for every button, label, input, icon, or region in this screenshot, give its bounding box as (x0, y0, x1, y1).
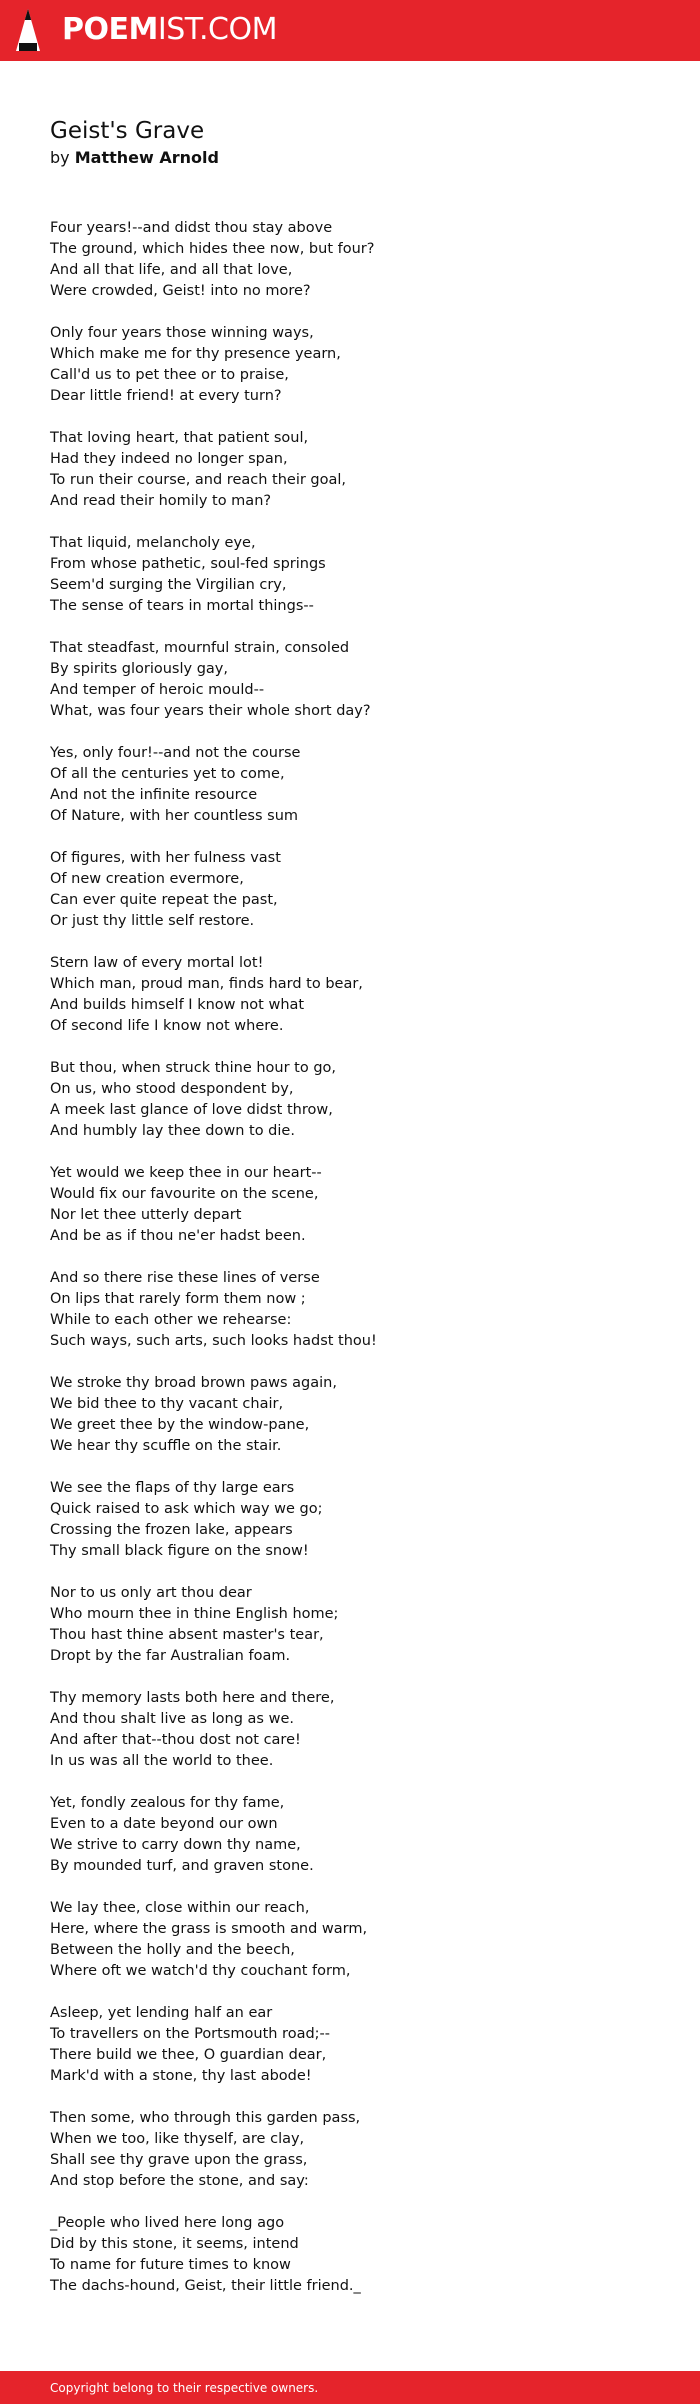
stanza (50, 1373, 670, 1457)
poem-line: Who mourn thee in thine English home; (50, 1606, 339, 1622)
by-label: by (50, 148, 70, 167)
poem-line: Which make me for thy presence yearn, (50, 346, 341, 362)
poem-line: That loving heart, that patient soul, (50, 430, 309, 446)
logo-brand-bold: POEM (62, 12, 158, 47)
poem-line: To name for future times to know (50, 2257, 291, 2273)
poem-line: Shall see thy grave upon the grass, (50, 2152, 308, 2168)
poem-line: Stern law of every mortal lot! (50, 955, 264, 971)
poem-line: And read their homily to man? (50, 493, 272, 509)
poem-line: Yet would we keep thee in our heart-- (50, 1165, 322, 1181)
stanza (50, 1478, 670, 1562)
poem-line: Mark'd with a stone, thy last abode! (50, 2068, 312, 2084)
poem-line: Between the holly and the beech, (50, 1942, 295, 1958)
poem-line: What, was four years their whole short day? (50, 703, 371, 719)
poem-line: And builds himself I know not what (50, 997, 305, 1013)
poem-line: That liquid, melancholy eye, (50, 535, 256, 551)
poem-line: And not the infinite resource (50, 787, 258, 803)
stanza (50, 533, 670, 617)
poem-line: We lay thee, close within our reach, (50, 1900, 310, 1916)
poem-line: But thou, when struck thine hour to go, (50, 1060, 337, 1076)
poem-line: Did by this stone, it seems, intend (50, 2236, 299, 2252)
stanza (50, 1898, 670, 1982)
site-logo[interactable] (62, 11, 277, 49)
poem-line: Only four years those winning ways, (50, 325, 314, 341)
stanza (50, 638, 670, 722)
poem-line: Had they indeed no longer span, (50, 451, 288, 467)
poem-line: Nor let thee utterly depart (50, 1207, 242, 1223)
poem-line: Of all the centuries yet to come, (50, 766, 285, 782)
stanza (50, 1058, 670, 1142)
author-name: Matthew Arnold (74, 148, 219, 167)
poem-line: _People who lived here long ago (50, 2215, 285, 2231)
poem-line: When we too, like thyself, are clay, (50, 2131, 305, 2147)
poem-line: And thou shalt live as long as we. (50, 1711, 294, 1727)
poem-line: We stroke thy broad brown paws again, (50, 1375, 337, 1391)
poem-line: Thou hast thine absent master's tear, (50, 1627, 324, 1643)
stanza (50, 2213, 670, 2297)
poem-line: And temper of heroic mould-- (50, 682, 265, 698)
poem-line: The ground, which hides thee now, but four? (50, 241, 375, 257)
poem-line: By mounded turf, and graven stone. (50, 1858, 314, 1874)
poem-line: Of new creation evermore, (50, 871, 244, 887)
poem-line: Yet, fondly zealous for thy fame, (50, 1795, 285, 1811)
poem-heading (50, 116, 650, 169)
poem-line: We hear thy scuffle on the stair. (50, 1438, 282, 1454)
poem-line: Seem'd surging the Virgilian cry, (50, 577, 287, 593)
stanza (50, 953, 670, 1037)
poem-line: Dropt by the far Australian foam. (50, 1648, 291, 1664)
poem-line: We see the flaps of thy large ears (50, 1480, 295, 1496)
poem-line: Crossing the frozen lake, appears (50, 1522, 293, 1538)
stanza (50, 1583, 670, 1667)
stanza (50, 848, 670, 932)
poem-line: By spirits gloriously gay, (50, 661, 228, 677)
stanza (50, 323, 670, 407)
poem-line: Thy memory lasts both here and there, (50, 1690, 335, 1706)
poem-line: Which man, proud man, finds hard to bear, (50, 976, 363, 992)
poem-line: The dachs-hound, Geist, their little friend._ (50, 2278, 361, 2294)
poem-line: Quick raised to ask which way we go; (50, 1501, 323, 1517)
poem-line: We strive to carry down thy name, (50, 1837, 301, 1853)
poem-line: We bid thee to thy vacant chair, (50, 1396, 284, 1412)
stanza (50, 2003, 670, 2087)
poem-line: Or just thy little self restore. (50, 913, 255, 929)
poem-line: We greet thee by the window-pane, (50, 1417, 310, 1433)
stanza (50, 218, 670, 302)
poem-line: The sense of tears in mortal things-- (50, 598, 314, 614)
poem-line: On us, who stood despondent by, (50, 1081, 294, 1097)
poem-line: And so there rise these lines of verse (50, 1270, 320, 1286)
poem-line: Of Nature, with her countless sum (50, 808, 299, 824)
poem-body (50, 218, 670, 2318)
poem-line: To run their course, and reach their goal, (50, 472, 347, 488)
stanza (50, 1163, 670, 1247)
copyright-text: Copyright belong to their respective owners. (50, 2381, 319, 2395)
poem-line: While to each other we rehearse: (50, 1312, 292, 1328)
poem-line: Nor to us only art thou dear (50, 1585, 252, 1601)
poem-line: To travellers on the Portsmouth road;-- (50, 2026, 331, 2042)
stanza (50, 743, 670, 827)
poem-line: A meek last glance of love didst throw, (50, 1102, 333, 1118)
stanza (50, 428, 670, 512)
poem-line: And stop before the stone, and say: (50, 2173, 309, 2189)
stanza (50, 1688, 670, 1772)
poem-line: And be as if thou ne'er hadst been. (50, 1228, 306, 1244)
poem-line: And all that life, and all that love, (50, 262, 293, 278)
poem-line: Would fix our favourite on the scene, (50, 1186, 319, 1202)
poem-line: From whose pathetic, soul-fed springs (50, 556, 326, 572)
poem-line: There build we thee, O guardian dear, (50, 2047, 327, 2063)
poem-line: And humbly lay thee down to die. (50, 1123, 295, 1139)
poem-line: Four years!--and didst thou stay above (50, 220, 333, 236)
site-footer (0, 2371, 700, 2404)
poem-line: Of figures, with her fulness vast (50, 850, 281, 866)
poem-line: Yes, only four!--and not the course (50, 745, 301, 761)
poem-line: That steadfast, mournful strain, consoled (50, 640, 350, 656)
poem-line: Then some, who through this garden pass, (50, 2110, 361, 2126)
poem-line: Call'd us to pet thee or to praise, (50, 367, 289, 383)
poem-line: Asleep, yet lending half an ear (50, 2005, 273, 2021)
stanza (50, 1268, 670, 1352)
poem-line: Can ever quite repeat the past, (50, 892, 278, 908)
poem-line: Of second life I know not where. (50, 1018, 284, 1034)
poem-line: Even to a date beyond our own (50, 1816, 278, 1832)
poem-line: Thy small black figure on the snow! (50, 1543, 309, 1559)
site-header (0, 0, 700, 61)
poem-line: Here, where the grass is smooth and warm, (50, 1921, 368, 1937)
poem-line: On lips that rarely form them now ; (50, 1291, 306, 1307)
poem-line: In us was all the world to thee. (50, 1753, 274, 1769)
poem-line: Where oft we watch'd thy couchant form, (50, 1963, 351, 1979)
poem-line: And after that--thou dost not care! (50, 1732, 301, 1748)
poem-line: Were crowded, Geist! into no more? (50, 283, 311, 299)
stanza (50, 2108, 670, 2192)
stanza (50, 1793, 670, 1877)
pencil-icon[interactable] (16, 9, 40, 51)
poem-line: Such ways, such arts, such looks hadst thou! (50, 1333, 377, 1349)
logo-brand-light: IST.COM (157, 12, 277, 47)
poem-title: Geist's Grave (50, 118, 205, 144)
poem-line: Dear little friend! at every turn? (50, 388, 282, 404)
byline (50, 147, 650, 169)
